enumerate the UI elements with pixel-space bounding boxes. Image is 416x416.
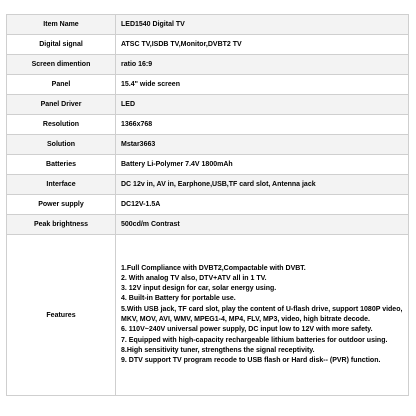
spec-value: ATSC TV,ISDB TV,Monitor,DVBT2 TV — [116, 35, 409, 55]
spec-value: LED1540 Digital TV — [116, 15, 409, 35]
spec-row-item-name — [7, 15, 409, 35]
spec-row-digital-signal — [7, 35, 409, 55]
spec-key: Interface — [7, 175, 116, 195]
spec-key: Batteries — [7, 155, 116, 175]
spec-value: 1366x768 — [116, 115, 409, 135]
feature-line: 9. DTV support TV program recode to USB flash or Hard disk-- (PVR) function. — [121, 357, 381, 365]
spec-key: Peak brightness — [7, 215, 116, 235]
spec-row-batteries — [7, 155, 409, 175]
spec-value: DC 12v in, AV in, Earphone,USB,TF card slot, Antenna jack — [116, 175, 409, 195]
spec-row-solution — [7, 135, 409, 155]
spec-table — [6, 14, 409, 396]
spec-row-screen-dimention — [7, 55, 409, 75]
spec-key: Item Name — [7, 15, 116, 35]
feature-line: 2. With analog TV also, DTV+ATV all in 1 TV. — [121, 274, 267, 282]
spec-key: Screen dimention — [7, 55, 116, 75]
spec-value: 15.4" wide screen — [116, 75, 409, 95]
spec-row-peak-brightness — [7, 215, 409, 235]
spec-value: LED — [116, 95, 409, 115]
feature-line: 5.With USB jack, TF card slot, play the content of U-flash drive, support 1080P video, — [121, 305, 403, 313]
feature-line: 4. Built-in Battery for portable use. — [121, 295, 236, 303]
spec-value: DC12V-1.5A — [116, 195, 409, 215]
feature-line: 1.Full Compliance with DVBT2,Compactable with DVBT. — [121, 264, 306, 272]
features-list — [121, 264, 402, 367]
spec-value: 500cd/m Contrast — [116, 215, 409, 235]
spec-key: Features — [7, 235, 116, 396]
spec-row-interface — [7, 175, 409, 195]
spec-key: Panel Driver — [7, 95, 116, 115]
spec-row-resolution — [7, 115, 409, 135]
spec-value: Battery Li-Polymer 7.4V 1800mAh — [116, 155, 409, 175]
spec-row-features — [7, 235, 409, 396]
spec-key: Solution — [7, 135, 116, 155]
spec-value: ratio 16:9 — [116, 55, 409, 75]
spec-key: Digital signal — [7, 35, 116, 55]
spec-row-power-supply — [7, 195, 409, 215]
spec-value: Mstar3663 — [116, 135, 409, 155]
feature-line: 6. 110V~240V universal power supply, DC input low to 12V with more safety. — [121, 326, 373, 334]
features-cell — [116, 235, 409, 396]
feature-line: 7. Equipped with high-capacity rechargeable lithium batteries for outdoor using. — [121, 336, 388, 344]
feature-line: 3. 12V input design for car, solar energy using. — [121, 285, 277, 293]
feature-line: 8.High sensitivity tuner, strengthens the signal receptivity. — [121, 346, 315, 354]
spec-key: Power supply — [7, 195, 116, 215]
spec-key: Resolution — [7, 115, 116, 135]
spec-key: Panel — [7, 75, 116, 95]
spec-row-panel-driver — [7, 95, 409, 115]
spec-row-panel — [7, 75, 409, 95]
feature-line: MKV, MOV, AVI, WMV, MPEG1-4, MP4, FLV, MP3, video, high bitrate decode. — [121, 316, 370, 323]
